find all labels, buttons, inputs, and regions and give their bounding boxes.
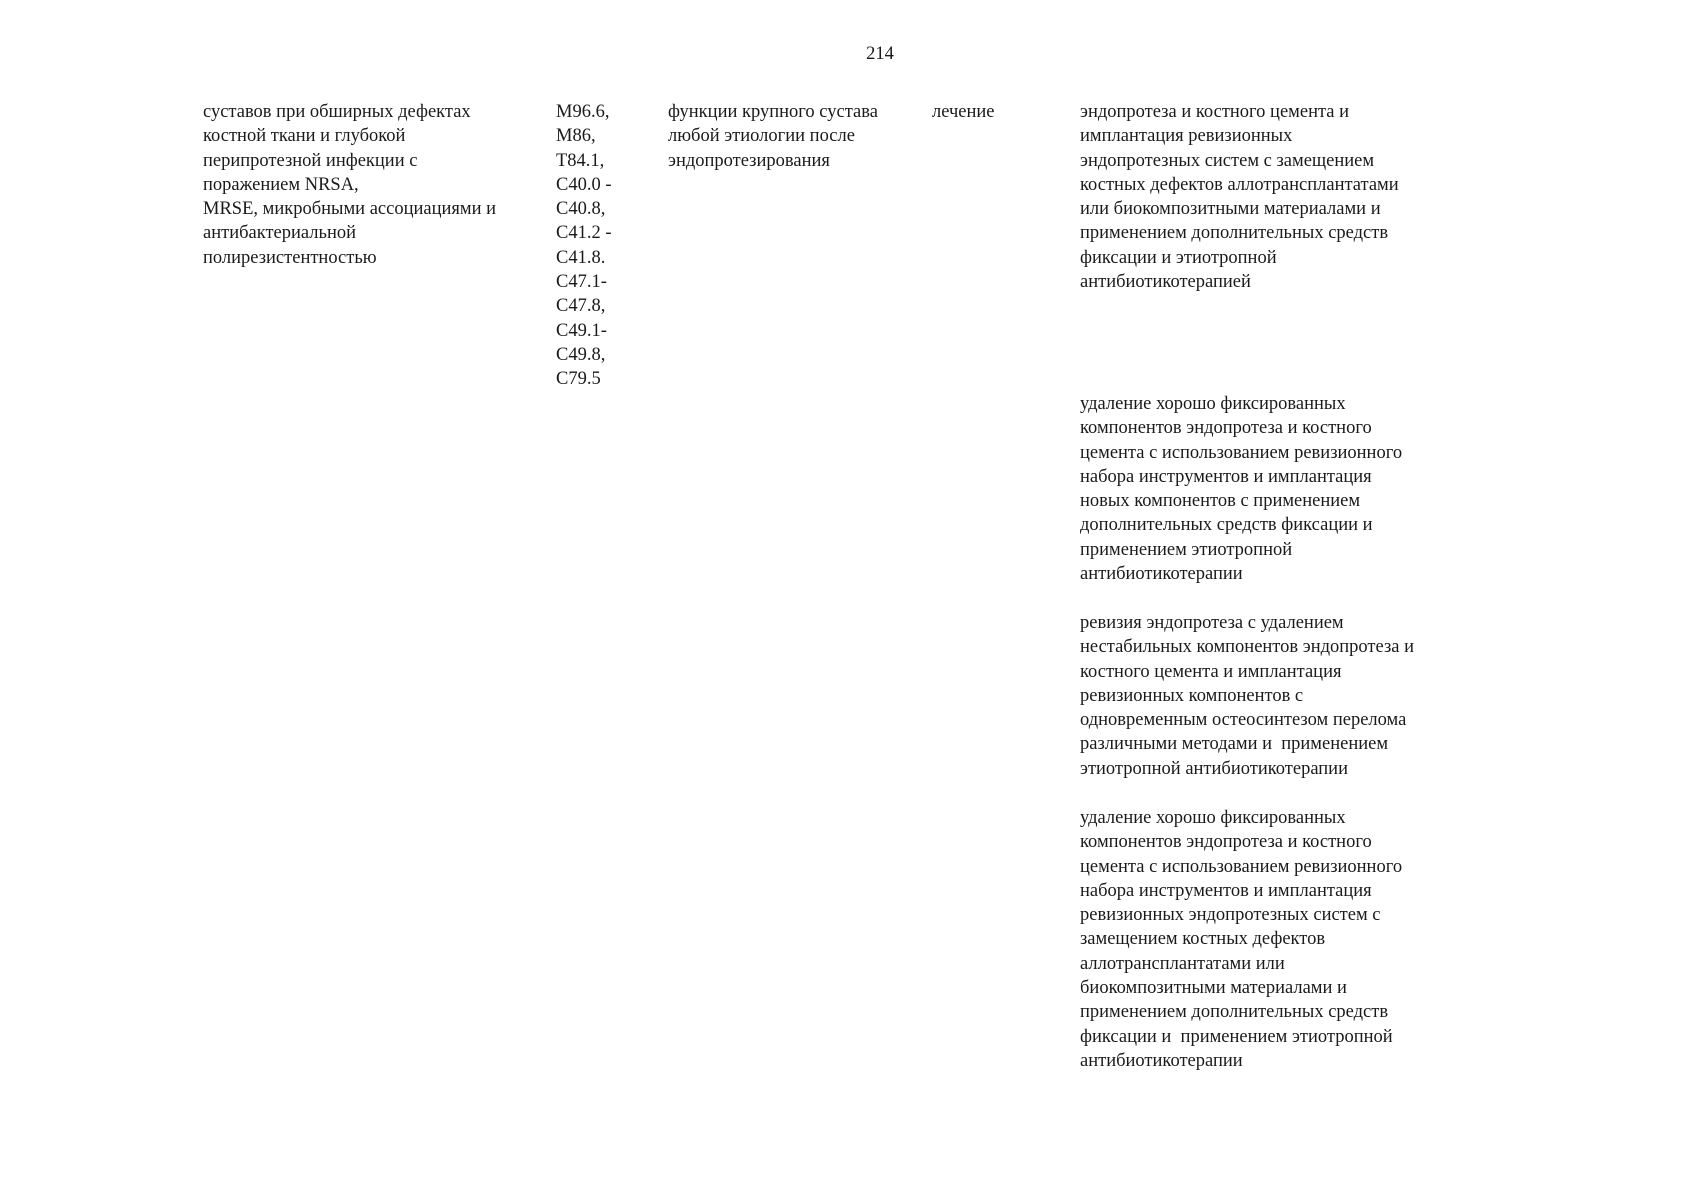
patient-model-column <box>668 100 913 173</box>
icd-code: C41.8. <box>556 247 606 268</box>
icd-code: T84.1, <box>556 150 605 171</box>
condition-line: костной ткани и глубокой <box>203 126 406 147</box>
treatment-type: лечение <box>932 102 995 122</box>
method-block <box>1080 100 1490 294</box>
page-number: 214 <box>866 44 894 64</box>
method-line: имплантация ревизионных <box>1080 126 1293 147</box>
method-line: фиксации и этиотропной <box>1080 247 1277 268</box>
condition-line: MRSE, микробными ассоциациями и <box>203 199 497 220</box>
method-line: компонентов эндопротеза и костного <box>1080 418 1372 439</box>
method-line: ревизионных компонентов с <box>1080 685 1304 706</box>
method-line: набора инструментов и имплантация <box>1080 466 1372 487</box>
method-line: применением дополнительных средств <box>1080 223 1389 244</box>
method-block <box>1080 392 1490 586</box>
method-line: различными методами и применением <box>1080 734 1389 755</box>
condition-line: перипротезной инфекции с <box>203 150 418 171</box>
method-line: этиотропной антибиотикотерапии <box>1080 758 1348 779</box>
method-block <box>1080 611 1490 781</box>
condition-column <box>203 100 538 270</box>
icd-code: C40.8, <box>556 199 606 220</box>
method-line: эндопротезных систем с замещением <box>1080 150 1375 171</box>
method-line: ревизионных эндопротезных систем с <box>1080 905 1381 926</box>
condition-line: поражением NRSA, <box>203 174 359 195</box>
icd-code: C40.0 - <box>556 174 612 195</box>
model-line: любой этиологии после <box>668 126 855 147</box>
icd-code: M96.6, <box>556 102 610 122</box>
treatment-type-column <box>932 100 1052 124</box>
method-line: биокомпозитными материалами и <box>1080 978 1347 999</box>
method-line: костных дефектов аллотрансплантатами <box>1080 174 1399 195</box>
icd-code: C47.1- <box>556 272 607 293</box>
model-line: эндопротезирования <box>668 150 830 171</box>
method-line: цемента с использованием ревизионного <box>1080 856 1403 877</box>
method-line: антибиотикотерапии <box>1080 1050 1243 1071</box>
condition-line: суставов при обширных дефектах <box>203 102 471 122</box>
method-line: одновременным остеосинтезом перелома <box>1080 710 1407 731</box>
method-line: удаление хорошо фиксированных <box>1080 808 1346 828</box>
method-line: нестабильных компонентов эндопротеза и <box>1080 637 1414 658</box>
method-line: новых компонентов с применением <box>1080 491 1361 512</box>
icd-code: C49.1- <box>556 320 607 341</box>
method-line: эндопротеза и костного цемента и <box>1080 102 1350 122</box>
icd-code: C49.8, <box>556 344 606 365</box>
method-line: набора инструментов и имплантация <box>1080 880 1372 901</box>
method-block <box>1080 806 1490 1073</box>
icd-code: M86, <box>556 126 596 147</box>
method-line: фиксации и применением этиотропной <box>1080 1026 1393 1047</box>
method-line: компонентов эндопротеза и костного <box>1080 832 1372 853</box>
method-line: или биокомпозитными материалами и <box>1080 199 1381 220</box>
method-line: костного цемента и имплантация <box>1080 661 1342 682</box>
method-line: применением дополнительных средств <box>1080 1002 1389 1023</box>
method-line: замещением костных дефектов <box>1080 929 1326 950</box>
method-line: аллотрансплантатами или <box>1080 953 1285 974</box>
method-line: цемента с использованием ревизионного <box>1080 442 1403 463</box>
icd-code: C79.5 <box>556 369 601 390</box>
condition-line: антибактериальной <box>203 223 357 244</box>
method-line: антибиотикотерапией <box>1080 272 1251 293</box>
condition-line: полирезистентностью <box>203 247 377 268</box>
icd-codes-column <box>556 100 641 392</box>
method-line: дополнительных средств фиксации и <box>1080 515 1373 536</box>
method-line: применением этиотропной <box>1080 539 1293 560</box>
method-line: удаление хорошо фиксированных <box>1080 394 1346 414</box>
icd-code: C47.8, <box>556 296 606 317</box>
model-line: функции крупного сустава <box>668 102 878 122</box>
icd-code: C41.2 - <box>556 223 612 244</box>
method-line: ревизия эндопротеза с удалением <box>1080 613 1344 633</box>
method-line: антибиотикотерапии <box>1080 564 1243 585</box>
